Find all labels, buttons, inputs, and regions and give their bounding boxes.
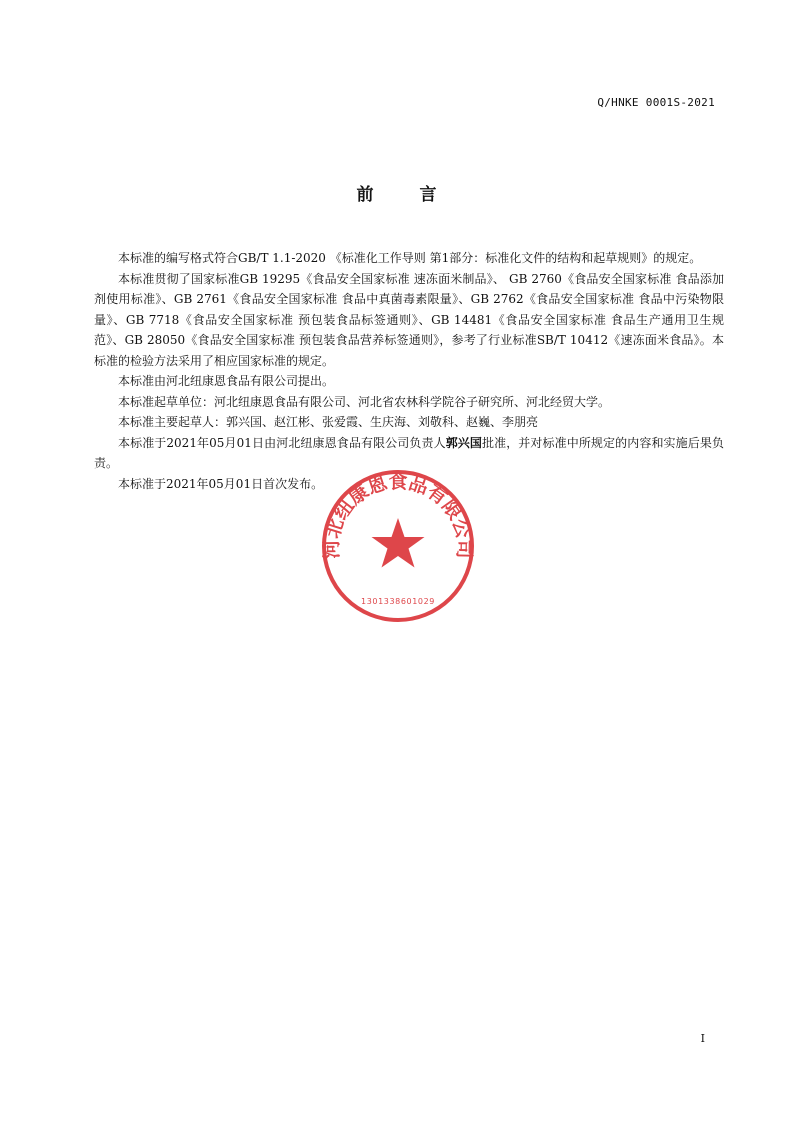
document-body — [94, 248, 724, 494]
seal-text: 河北纽康恩食品有限公司 — [320, 471, 476, 559]
paragraph-drafters: 本标准主要起草人：郭兴国、赵江彬、张爱霞、生庆海、刘敬科、赵巍、李朋亮 — [118, 415, 539, 429]
paragraph-drafting-units: 本标准起草单位：河北纽康恩食品有限公司、河北省农林科学院谷子研究所、河北经贸大学。 — [118, 394, 611, 409]
standard-code: Q/HNKE 0001S-2021 — [597, 96, 715, 109]
seal-number: 1301338601029 — [361, 597, 435, 606]
paragraph-release: 本标准于2021年05月01日首次发布。 — [118, 476, 324, 491]
paragraph-proposer: 本标准由河北纽康恩食品有限公司提出。 — [118, 374, 335, 388]
star-icon — [372, 518, 425, 568]
company-seal-stamp — [318, 466, 478, 626]
page-title: 前言 — [356, 185, 483, 205]
approval-text-after: 批准，并对标准中所规定的内容和实施后果负责。 — [94, 435, 724, 470]
paragraph-referenced-standards: 本标准贯彻了国家标准GB 19295《食品安全国家标准 速冻面米制品》、 GB 2760《食品安全国家标准 食品添加剂使用标准》、GB 2761《食品安全国家标准 食品中真菌毒素限量》、GB 2762《食品安全国家标准 食品中污染物限量》、GB 7718《食品安全国家标准 预包装食品标签通则》、GB 14481《食品安全国家标准 食品生产通用卫生规范》、GB 28050《食品安全国家标准 预包装食品营养标签通则》，参考了行业标准SB/T 10412《速冻面米食品》。本标准的检验方法采用了相应国家标准的规定。 — [94, 271, 724, 368]
page-number: I — [700, 1032, 705, 1045]
approver-name: 郭兴国 — [445, 435, 482, 450]
paragraph-format: 本标准的编写格式符合GB/T 1.1-2020 《标准化工作导则 第1部分：标准化文件的结构和起草规则》的规定。 — [118, 251, 702, 265]
approval-text-before: 本标准于2021年05月01日由河北纽康恩食品有限公司负责人 — [118, 435, 446, 450]
